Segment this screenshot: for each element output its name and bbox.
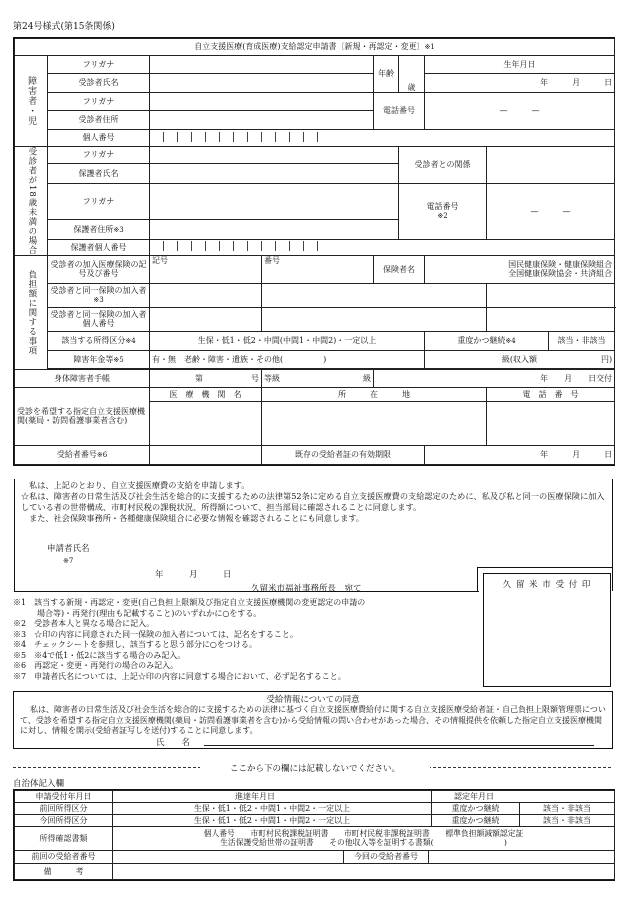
declaration-line-3: また、社会保険事務所・各種健康保険組合に必要な情報を確認されることにも同意します。 [29, 513, 365, 523]
declaration-line-2: ☆私は、障害者の日常生活及び社会生活を総合的に支援するための法律第52条に定める自立支援医療費の支給認定のために、私及び私と同一の医療保険に加入している者の世帯構成、市町村民税の課税状況、所得額について、担当部局に確認されることに同意します。 [21, 491, 605, 512]
guardian-phone-label: 電話番号 ※2 [399, 184, 487, 240]
guardian-section-label: 受診者が18歳未満の場合 [15, 147, 48, 256]
reception-stamp-label: 久 留 米 市 受 付 印 [502, 580, 592, 590]
same-insured-no-input-2[interactable] [262, 307, 487, 331]
note-1a: ※1 該当する新規・再認定・変更(自己負担上限額及び指定自立支援医療機関の変更認定の申請の [13, 598, 366, 607]
insurance-number-input[interactable]: 番号 [262, 255, 374, 283]
same-insured-input-3[interactable] [487, 283, 615, 307]
income-docs-options[interactable]: 個人番号 市町村民税課税証明書 市町村民税非課税証明書 標準負担額減額認定証 生活保護受給世帯の証明書 その他収入等を証明する書類( ) [113, 827, 615, 851]
expiry-date-input[interactable]: 年 月 日 [425, 445, 615, 464]
guardian-address-label: 保護者住所※3 [48, 219, 150, 239]
form-title: 自立支援医療(育成医療)支給認定申請書〔新規・再認定・変更〕 [194, 42, 425, 52]
relation-input[interactable] [487, 147, 615, 184]
same-insured-input-1[interactable] [150, 283, 262, 307]
consent-title: 受給情報についての同意 [266, 695, 360, 705]
guardian-name-input[interactable] [150, 164, 399, 184]
patient-furigana-input[interactable] [150, 56, 374, 74]
note-5: ※5 ※4で低1・低2に該当する場合のみ記入。 [13, 650, 186, 660]
same-insured-no-input-3[interactable] [487, 307, 615, 331]
guardian-address-furigana-input[interactable] [150, 184, 399, 220]
pension-label: 障害年金等※5 [48, 350, 150, 368]
birth-date-input[interactable]: 年 月 日 [425, 74, 615, 93]
patient-section-label: 障害者・児 [15, 56, 48, 147]
guardian-address-input[interactable] [150, 219, 399, 239]
same-insured-input-2[interactable] [262, 283, 487, 307]
facility-address-input[interactable] [262, 401, 487, 445]
form-number: 第24号様式(第15条関係) [13, 22, 115, 32]
patient-name-input[interactable] [150, 74, 374, 93]
same-insured-no-input-1[interactable] [150, 307, 262, 331]
note-6: ※6 再認定・変更・再発行の場合のみ記入。 [13, 661, 179, 670]
curr-income-options[interactable]: 生保・低1・低2・中間1・中間2・一定以上 [113, 815, 432, 827]
applicant-name-label: 申請者氏名 [47, 544, 90, 554]
patient-phone-input[interactable]: — — [425, 93, 615, 130]
insurance-symbol-input[interactable]: 記号 [150, 255, 262, 283]
consent-name-input[interactable] [204, 745, 594, 746]
income-class-label: 該当する所得区分※4 [48, 331, 150, 350]
burden-section-label: 負担額に関する事項 [15, 255, 48, 369]
patient-personal-number-boxes[interactable] [150, 130, 615, 147]
note-3: ※3 ☆印の内容に同意された同一保険の加入者については、記名をすること。 [13, 629, 298, 639]
declaration-block: 私は、上記のとおり、自立支援医療費の支給を申請します。 ☆私は、障害者の日常生活及び社会生活を総合的に支援するための法律第52条に定める自立支援医療費の支給認定のために、私及び私と同一の医療保険に加入している者の世帯構成、市町村民税の課税状況、所得額について、担当部局に確認されることに同意します。 また、社会保険事務所・各種健康保険組合に必要な情報を確認されることにも同意します。 申請者氏名 ※7 年 月 日 久留米市福祉事務所長 宛て [14, 479, 613, 591]
note-7: ※7 申請者氏名については、上記☆印の内容に同意する場合において、必ず記名すること。 [13, 671, 346, 681]
guardian-personal-number-boxes[interactable] [150, 239, 615, 255]
addressee: 久留米市福祉事務所長 宛て [251, 584, 362, 594]
same-insured-label: 受診者と同一保険の加入者※3 [48, 283, 150, 307]
declaration-line-1: 私は、上記のとおり、自立支援医療費の支給を申請します。 [29, 480, 250, 490]
facility-phone-input[interactable] [487, 401, 615, 445]
application-date[interactable]: 年 月 日 [155, 570, 232, 580]
continuous-label: 重度かつ継続※4 [425, 331, 549, 350]
guardian-furigana-input[interactable] [150, 147, 399, 164]
consent-body: 私は、障害者の日常生活及び社会生活を総合的に支援するための法律に基づく自立支援医療費給付に関する自立支援医療受給者証・自己負担上限額管理票について、受診を希望する指定自立支援医療機関(薬局・訪問看護事業者を含む)から受給情報の問い合わせがあった場合、その情報提供を依頼した指定自立支援医療機関に対し、情報を開示(受給者証写しを送付)することに同意します。 [20, 705, 606, 735]
prev-number-input [113, 851, 344, 863]
patient-address-furigana-input[interactable] [150, 93, 374, 111]
handbook-number-input[interactable]: 第 号 [150, 369, 262, 387]
recipient-number-label: 受給者番号※6 [15, 445, 150, 464]
note-4: ※4 チェックシートを参照し、該当すると思う部分に○をつける。 [13, 640, 257, 649]
remarks-input[interactable] [113, 864, 615, 880]
continuous-options[interactable]: 該当・非該当 [549, 331, 615, 350]
reception-stamp-box [483, 573, 611, 687]
consent-name-label: 氏 名 [156, 738, 191, 748]
prev-continuous-options[interactable]: 該当・非該当 [520, 803, 615, 815]
application-form: 自立支援医療(育成医療)支給認定申請書〔新規・再認定・変更〕※1 障害者・児 フリガナ 年齢 歳 生年月日 受診者氏名 年 月 日 フリガナ 電話番号 — — 受診者住所 個人番号 受診者が18歳未満の場合 フリガナ 受診者との関係 保護者氏名 フリガナ 電話番号 ※2 — — 保護者住所※3 保護者個人番号 負担額に関する事項 受診者の加入医療保険の記号及び番号 記号 番号 保険者名 国民健康保険・健康保険組合 全国健康保険協会・共済組合 受診者と同一保険の加入者※3 受診者と同一保険の加入者個人番号 該当する所得区分※4 生保・低1・低2・中間(中間1・中間2)・一定以上 重度かつ継続※4 該当・非該当 障害年金等※5 有・無 老齢・障害・遺族・その他( ) 級(収入額 円) 身体障害者手帳 第 号 等級 級 年 月 日交付 受診を希望する指定自立支援医療機関(薬局・訪問看護事業者含む) 医 療 機 関 名 所 在 地 電 話 番 号 受給者番号※6 既存の受給者証の有効期限 年 月 日 [13, 37, 615, 466]
insurer-type-options[interactable]: 国民健康保険・健康保険組合 全国健康保険協会・共済組合 [425, 255, 615, 283]
guardian-phone-input[interactable]: — — [487, 184, 615, 240]
recipient-numbers-row[interactable]: 今回の受給者番号 [113, 851, 615, 864]
consent-box [13, 691, 613, 749]
handbook-issued-input[interactable]: 年 月 日交付 [374, 369, 615, 387]
form-title-cell: 自立支援医療(育成医療)支給認定申請書〔新規・再認定・変更〕※1 [15, 39, 615, 56]
footnotes [13, 598, 483, 682]
cut-line-text: ここから下の欄には記載しないでください。 [200, 762, 430, 774]
pension-amount-input[interactable]: 級(収入額 円) [425, 350, 615, 368]
note-2: ※2 受診者本人と異なる場合に記入。 [13, 619, 155, 628]
prev-income-options[interactable]: 生保・低1・低2・中間1・中間2・一定以上 [113, 803, 432, 815]
progress-date-cell[interactable]: 進達年月日 [113, 791, 432, 803]
facility-name-input[interactable] [150, 401, 262, 445]
note-1b: 場合等)・再発行(理由も記載すること)のいずれかに○をする。 [13, 608, 262, 618]
municipal-heading: 自治体記入欄 [13, 779, 65, 789]
patient-address-input[interactable] [150, 111, 374, 130]
grade-input[interactable]: 等級 級 [262, 369, 374, 387]
municipal-table: 申請受付年月日 進達年月日 認定年月日 前回所得区分 生保・低1・低2・中間1・中間2・一定以上 重度かつ継続 該当・非該当 今回所得区分 生保・低1・低2・中間1・中間2・一定以上 重度かつ継続 該当・非該当 所得確認書類 個人番号 市町村民税課税証明書 市町村民税非課税証明書 標準負担額減額認定証 生活保護受給世帯の証明書 その他収入等を証明する書類( ) 前回の受給者番号 今回の受給者番号 備 考 [13, 789, 615, 881]
curr-continuous-options[interactable]: 該当・非該当 [520, 815, 615, 827]
recipient-number-input[interactable] [150, 445, 262, 464]
approval-date-cell[interactable]: 認定年月日 [432, 791, 615, 803]
pension-options[interactable]: 有・無 老齢・障害・遺族・その他( ) [150, 350, 425, 368]
income-class-options[interactable]: 生保・低1・低2・中間(中間1・中間2)・一定以上 [150, 331, 425, 350]
